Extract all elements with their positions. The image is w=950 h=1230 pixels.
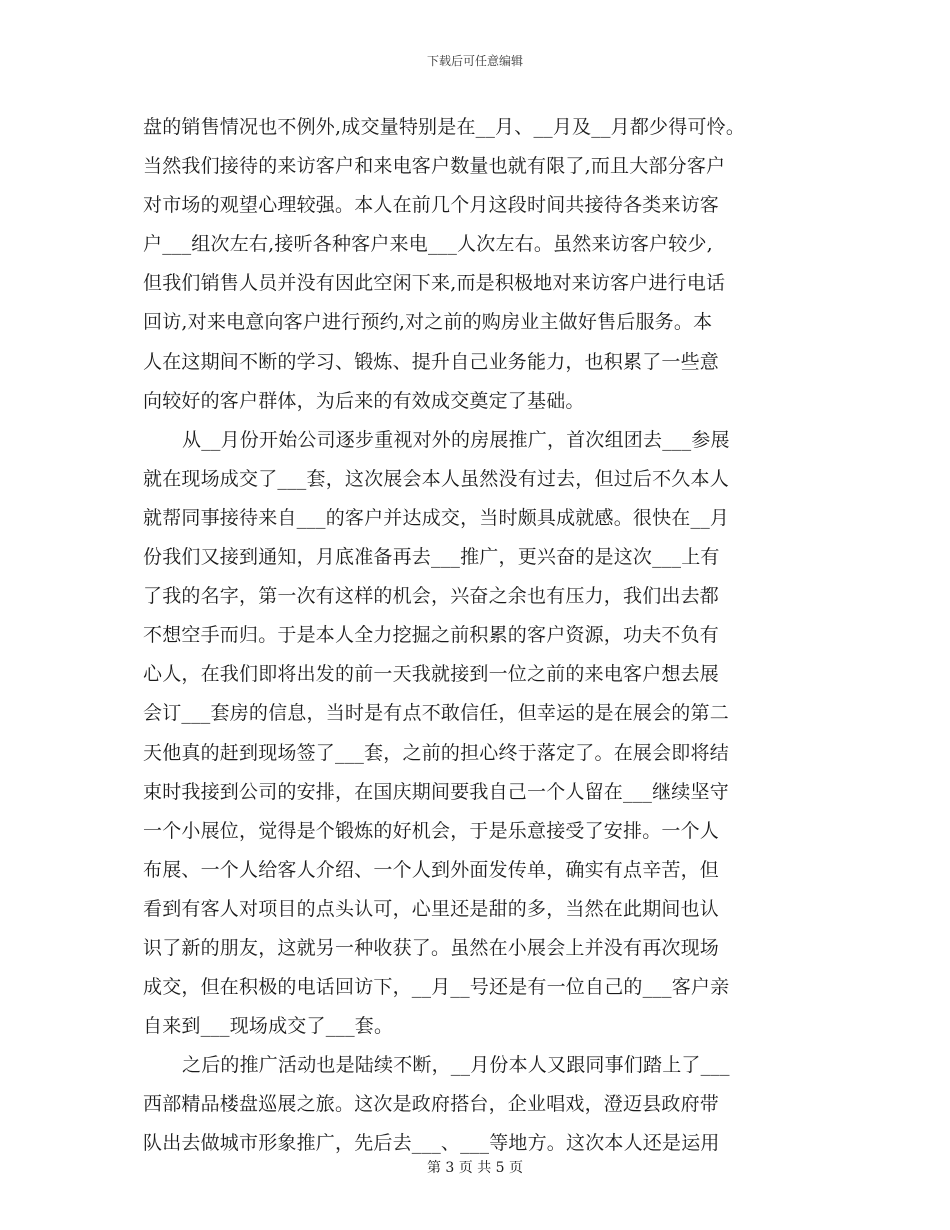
text-line: 识了新的朋友，这就另一种收获了。虽然在小展会上并没有再次现场 xyxy=(143,936,720,959)
text-line: 会订___套房的信息，当时是有点不敢信任，但幸运的是在展会的第二 xyxy=(143,702,729,725)
text-line: 束时我接到公司的安排，在国庆期间要我自己一个人留在___继续坚守 xyxy=(143,780,729,803)
paragraph-1 xyxy=(143,108,813,421)
text-line: 但我们销售人员并没有因此空闲下来,而是积极地对来访客户进行电话 xyxy=(143,272,726,295)
text-line: 一个小展位，觉得是个锻炼的好机会，于是乐意接受了安排。一个人 xyxy=(143,819,720,842)
page-header: 下载后可任意编辑 xyxy=(426,54,523,68)
text-line: 对市场的观望心理较强。本人在前几个月这段时间共接待各类来访客 xyxy=(143,194,720,217)
text-line: 看到有客人对项目的点头认可，心里还是甜的多，当然在此期间也认 xyxy=(143,897,720,920)
document-body xyxy=(143,108,813,1164)
text-line: 盘的销售情况也不例外,成交量特别是在__月、__月及__月都少得可怜。 xyxy=(143,116,746,138)
text-line: 当然我们接待的来访客户和来电客户数量也就有限了,而且大部分客户 xyxy=(143,155,726,178)
page-number: 第 3 页 共 5 页 xyxy=(426,1160,524,1176)
text-line: 就帮同事接待来自___的客户并达成交，当时颇具成就感。很快在__月 xyxy=(143,506,730,529)
text-line: 了我的名字，第一次有这样的机会，兴奋之余也有压力，我们出去都 xyxy=(143,585,720,608)
text-line: 人在这期间不断的学习、锻炼、提升自己业务能力，也积累了一些意 xyxy=(143,350,720,373)
text-line: 成交，但在积极的电话回访下，__月__号还是有一位自己的___客户亲 xyxy=(143,976,730,999)
text-line: 回访,对来电意向客户进行预约,对之前的购房业主做好售后服务。本 xyxy=(143,311,713,334)
paragraph-2 xyxy=(143,421,813,1047)
text-line: 向较好的客户群体，为后来的有效成交奠定了基础。 xyxy=(143,389,585,412)
text-line: 心人，在我们即将出发的前一天我就接到一位之前的来电客户想去展 xyxy=(143,663,720,686)
paragraph-3 xyxy=(143,1046,813,1163)
text-line: 布展、一个人给客人介绍、一个人到外面发传单，确实有点辛苦，但 xyxy=(143,858,720,881)
text-line: 之后的推广活动也是陆续不断，__月份本人又跟同事们踏上了___ xyxy=(182,1054,730,1077)
text-line: 不想空手而归。于是本人全力挖掘之前积累的客户资源，功夫不负有 xyxy=(143,624,720,647)
text-line: 份我们又接到通知，月底准备再去___推广，更兴奋的是这次___上有 xyxy=(143,546,720,569)
text-line: 从__月份开始公司逐步重视对外的房展推广，首次组团去___参展 xyxy=(182,428,730,451)
text-line: 天他真的赶到现场签了___套，之前的担心终于落定了。在展会即将结 xyxy=(143,741,729,764)
text-line: 就在现场成交了___套，这次展会本人虽然没有过去，但过后不久本人 xyxy=(143,467,729,490)
text-line: 自来到___现场成交了___套。 xyxy=(143,1015,394,1038)
text-line: 队出去做城市形象推广，先后去___、___等地方。这次本人还是运用 xyxy=(143,1132,720,1155)
text-line: 户___组次左右,接听各种客户来电___人次左右。虽然来访客户较少, xyxy=(143,233,713,256)
text-line: 西部精品楼盘巡展之旅。这次是政府搭台，企业唱戏，澄迈县政府带 xyxy=(143,1093,720,1116)
